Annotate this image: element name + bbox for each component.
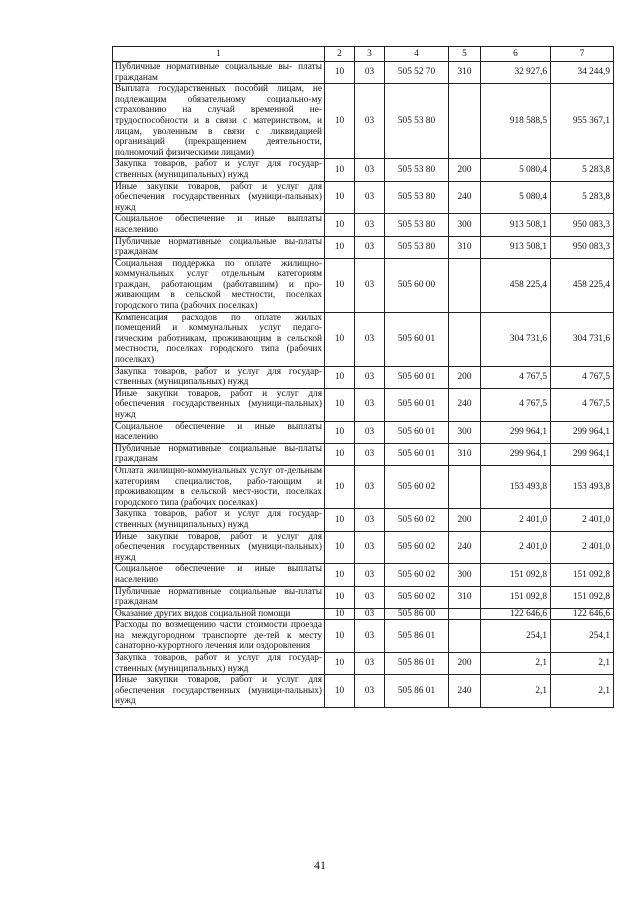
expense-name-cell: Социальное обеспечение и иные выплаты населению xyxy=(113,214,325,236)
target-article-cell: 505 60 02 xyxy=(385,509,449,531)
expense-type-cell xyxy=(449,608,481,620)
expense-type-cell: 300 xyxy=(449,214,481,236)
section-code-cell: 10 xyxy=(325,564,355,586)
section-code-cell: 10 xyxy=(325,214,355,236)
expense-type-cell: 240 xyxy=(449,181,481,214)
header-cell: 7 xyxy=(551,47,614,62)
table-row xyxy=(113,236,614,258)
target-article-cell: 505 60 00 xyxy=(385,258,449,312)
expense-type-cell xyxy=(449,84,481,159)
table-row xyxy=(113,258,614,312)
subsection-code-cell: 03 xyxy=(355,181,385,214)
expense-type-cell xyxy=(449,620,481,653)
expense-name-cell: Закупка товаров, работ и услуг для государ-ственных (муниципальных) нужд xyxy=(113,509,325,531)
amount-year2-cell: 299 964,1 xyxy=(551,443,614,465)
subsection-code-cell: 03 xyxy=(355,312,385,366)
table-row xyxy=(113,675,614,708)
amount-year2-cell: 458 225,4 xyxy=(551,258,614,312)
section-code-cell: 10 xyxy=(325,443,355,465)
amount-year2-cell: 151 092,8 xyxy=(551,564,614,586)
target-article-cell: 505 53 80 xyxy=(385,236,449,258)
amount-year2-cell: 254,1 xyxy=(551,620,614,653)
amount-year2-cell: 151 092,8 xyxy=(551,586,614,608)
subsection-code-cell: 03 xyxy=(355,465,385,508)
section-code-cell: 10 xyxy=(325,421,355,443)
table-row xyxy=(113,653,614,675)
target-article-cell: 505 86 01 xyxy=(385,675,449,708)
expense-name-cell: Закупка товаров, работ и услуг для государ-ственных (муниципальных) нужд xyxy=(113,159,325,181)
section-code-cell: 10 xyxy=(325,84,355,159)
section-code-cell: 10 xyxy=(325,608,355,620)
table-row xyxy=(113,586,614,608)
amount-year1-cell: 299 964,1 xyxy=(481,443,551,465)
expense-type-cell: 240 xyxy=(449,388,481,421)
expense-type-cell: 310 xyxy=(449,443,481,465)
amount-year1-cell: 151 092,8 xyxy=(481,564,551,586)
target-article-cell: 505 60 02 xyxy=(385,465,449,508)
expense-name-cell: Компенсация расходов по оплате жилых помещений и коммунальных услуг педаго-гическим работникам, проживающим в сельской местности, поселках городского типа (рабочих поселках) xyxy=(113,312,325,366)
section-code-cell: 10 xyxy=(325,159,355,181)
expense-type-cell xyxy=(449,465,481,508)
expense-type-cell xyxy=(449,258,481,312)
amount-year1-cell: 299 964,1 xyxy=(481,421,551,443)
expense-type-cell: 200 xyxy=(449,366,481,388)
amount-year2-cell: 299 964,1 xyxy=(551,421,614,443)
amount-year2-cell: 955 367,1 xyxy=(551,84,614,159)
expense-name-cell: Социальное обеспечение и иные выплаты населению xyxy=(113,421,325,443)
table-row xyxy=(113,388,614,421)
expense-type-cell: 310 xyxy=(449,236,481,258)
amount-year2-cell: 2 401,0 xyxy=(551,509,614,531)
subsection-code-cell: 03 xyxy=(355,214,385,236)
subsection-code-cell: 03 xyxy=(355,84,385,159)
amount-year1-cell: 122 646,6 xyxy=(481,608,551,620)
expense-type-cell: 300 xyxy=(449,421,481,443)
section-code-cell: 10 xyxy=(325,388,355,421)
expense-type-cell: 200 xyxy=(449,159,481,181)
table-row xyxy=(113,531,614,564)
target-article-cell: 505 53 80 xyxy=(385,84,449,159)
amount-year1-cell: 5 080,4 xyxy=(481,159,551,181)
amount-year2-cell: 4 767,5 xyxy=(551,388,614,421)
expense-name-cell: Иные закупки товаров, работ и услуг для обеспечения государственных (муници-пальных) нужд xyxy=(113,531,325,564)
table-row xyxy=(113,159,614,181)
target-article-cell: 505 86 00 xyxy=(385,608,449,620)
subsection-code-cell: 03 xyxy=(355,675,385,708)
expense-type-cell: 310 xyxy=(449,586,481,608)
table-row xyxy=(113,312,614,366)
amount-year1-cell: 913 508,1 xyxy=(481,236,551,258)
target-article-cell: 505 60 02 xyxy=(385,586,449,608)
expense-type-cell: 240 xyxy=(449,531,481,564)
expense-type-cell xyxy=(449,312,481,366)
target-article-cell: 505 60 02 xyxy=(385,564,449,586)
section-code-cell: 10 xyxy=(325,509,355,531)
amount-year1-cell: 151 092,8 xyxy=(481,586,551,608)
section-code-cell: 10 xyxy=(325,366,355,388)
amount-year2-cell: 950 083,3 xyxy=(551,236,614,258)
expense-type-cell: 200 xyxy=(449,653,481,675)
target-article-cell: 505 60 01 xyxy=(385,388,449,421)
target-article-cell: 505 60 02 xyxy=(385,531,449,564)
amount-year2-cell: 5 283,8 xyxy=(551,181,614,214)
expense-name-cell: Социальное обеспечение и иные выплаты населению xyxy=(113,564,325,586)
target-article-cell: 505 60 01 xyxy=(385,366,449,388)
amount-year1-cell: 2,1 xyxy=(481,675,551,708)
amount-year1-cell: 918 588,5 xyxy=(481,84,551,159)
section-code-cell: 10 xyxy=(325,620,355,653)
subsection-code-cell: 03 xyxy=(355,443,385,465)
amount-year2-cell: 2,1 xyxy=(551,653,614,675)
table-row xyxy=(113,214,614,236)
amount-year1-cell: 153 493,8 xyxy=(481,465,551,508)
table-row xyxy=(113,421,614,443)
section-code-cell: 10 xyxy=(325,236,355,258)
expense-name-cell: Оказание других видов социальной помощи xyxy=(113,608,325,620)
table-row xyxy=(113,608,614,620)
expense-name-cell: Публичные нормативные социальные вы-платы гражданам xyxy=(113,443,325,465)
expense-name-cell: Иные закупки товаров, работ и услуг для обеспечения государственных (муници-пальных) нужд xyxy=(113,181,325,214)
amount-year2-cell: 122 646,6 xyxy=(551,608,614,620)
expense-type-cell: 310 xyxy=(449,62,481,84)
column-number-header-row xyxy=(113,47,614,62)
subsection-code-cell: 03 xyxy=(355,236,385,258)
expense-name-cell: Выплата государственных пособий лицам, не подлежащим обязательному социально-му страхованию на случай временной не-трудоспособности и в связи с материнством, и лицам, уволенным в связи с ликвидацией организаций (прекращением деятельности, полномочий физическими лицами) xyxy=(113,84,325,159)
target-article-cell: 505 86 01 xyxy=(385,620,449,653)
section-code-cell: 10 xyxy=(325,62,355,84)
target-article-cell: 505 60 01 xyxy=(385,312,449,366)
table-row xyxy=(113,564,614,586)
section-code-cell: 10 xyxy=(325,465,355,508)
subsection-code-cell: 03 xyxy=(355,62,385,84)
expense-type-cell: 240 xyxy=(449,675,481,708)
amount-year2-cell: 34 244,9 xyxy=(551,62,614,84)
amount-year1-cell: 304 731,6 xyxy=(481,312,551,366)
budget-table-sheet xyxy=(112,46,613,708)
expense-name-cell: Публичные нормативные социальные вы-платы гражданам xyxy=(113,586,325,608)
subsection-code-cell: 03 xyxy=(355,388,385,421)
amount-year2-cell: 950 083,3 xyxy=(551,214,614,236)
section-code-cell: 10 xyxy=(325,586,355,608)
header-cell: 3 xyxy=(355,47,385,62)
amount-year2-cell: 2 401,0 xyxy=(551,531,614,564)
section-code-cell: 10 xyxy=(325,181,355,214)
expense-name-cell: Оплата жилищно-коммунальных услуг от-дельным категориям специалистов, рабо-тающим и проживающим в сельской мест-ности, поселках городского типа (рабочих поселках) xyxy=(113,465,325,508)
amount-year1-cell: 913 508,1 xyxy=(481,214,551,236)
subsection-code-cell: 03 xyxy=(355,653,385,675)
header-cell: 1 xyxy=(113,47,325,62)
amount-year1-cell: 4 767,5 xyxy=(481,366,551,388)
subsection-code-cell: 03 xyxy=(355,620,385,653)
expense-name-cell: Иные закупки товаров, работ и услуг для обеспечения государственных (муници-пальных) нужд xyxy=(113,388,325,421)
budget-table xyxy=(112,46,614,708)
table-row xyxy=(113,465,614,508)
table-row xyxy=(113,443,614,465)
header-cell: 6 xyxy=(481,47,551,62)
header-cell: 4 xyxy=(385,47,449,62)
section-code-cell: 10 xyxy=(325,258,355,312)
header-cell: 5 xyxy=(449,47,481,62)
amount-year1-cell: 2 401,0 xyxy=(481,509,551,531)
amount-year2-cell: 304 731,6 xyxy=(551,312,614,366)
expense-name-cell: Закупка товаров, работ и услуг для государ-ственных (муниципальных) нужд xyxy=(113,653,325,675)
expense-name-cell: Закупка товаров, работ и услуг для государ-ственных (муниципальных) нужд xyxy=(113,366,325,388)
table-row xyxy=(113,509,614,531)
subsection-code-cell: 03 xyxy=(355,531,385,564)
amount-year2-cell: 153 493,8 xyxy=(551,465,614,508)
amount-year1-cell: 2,1 xyxy=(481,653,551,675)
amount-year1-cell: 458 225,4 xyxy=(481,258,551,312)
target-article-cell: 505 60 01 xyxy=(385,421,449,443)
expense-type-cell: 300 xyxy=(449,564,481,586)
table-row xyxy=(113,62,614,84)
expense-name-cell: Публичные нормативные социальные вы- платы гражданам xyxy=(113,62,325,84)
table-row xyxy=(113,181,614,214)
amount-year2-cell: 5 283,8 xyxy=(551,159,614,181)
target-article-cell: 505 53 80 xyxy=(385,159,449,181)
target-article-cell: 505 53 80 xyxy=(385,214,449,236)
subsection-code-cell: 03 xyxy=(355,421,385,443)
subsection-code-cell: 03 xyxy=(355,366,385,388)
section-code-cell: 10 xyxy=(325,653,355,675)
table-row xyxy=(113,620,614,653)
section-code-cell: 10 xyxy=(325,675,355,708)
table-body xyxy=(113,62,614,708)
amount-year1-cell: 4 767,5 xyxy=(481,388,551,421)
expense-name-cell: Расходы по возмещению части стоимости проезда на междугородном транспорте де-тей к месту санаторно-курортного лечения или оздоровления xyxy=(113,620,325,653)
amount-year2-cell: 2,1 xyxy=(551,675,614,708)
amount-year1-cell: 5 080,4 xyxy=(481,181,551,214)
table-row xyxy=(113,366,614,388)
subsection-code-cell: 03 xyxy=(355,586,385,608)
amount-year1-cell: 2 401,0 xyxy=(481,531,551,564)
target-article-cell: 505 60 01 xyxy=(385,443,449,465)
expense-name-cell: Иные закупки товаров, работ и услуг для обеспечения государственных (муници-пальных) нужд xyxy=(113,675,325,708)
section-code-cell: 10 xyxy=(325,531,355,564)
page-number: 41 xyxy=(314,858,326,872)
subsection-code-cell: 03 xyxy=(355,258,385,312)
expense-name-cell: Публичные нормативные социальные вы-платы гражданам xyxy=(113,236,325,258)
amount-year1-cell: 254,1 xyxy=(481,620,551,653)
target-article-cell: 505 52 70 xyxy=(385,62,449,84)
expense-type-cell: 200 xyxy=(449,509,481,531)
amount-year2-cell: 4 767,5 xyxy=(551,366,614,388)
target-article-cell: 505 86 01 xyxy=(385,653,449,675)
target-article-cell: 505 53 80 xyxy=(385,181,449,214)
table-row xyxy=(113,84,614,159)
subsection-code-cell: 03 xyxy=(355,564,385,586)
subsection-code-cell: 03 xyxy=(355,159,385,181)
subsection-code-cell: 03 xyxy=(355,509,385,531)
subsection-code-cell: 03 xyxy=(355,608,385,620)
section-code-cell: 10 xyxy=(325,312,355,366)
expense-name-cell: Социальная поддержка по оплате жилищно-коммунальных услуг отдельным категориям граждан, работающим (работавшим) и про-живающим в сельской местности, поселках городского типа (рабочих поселках) xyxy=(113,258,325,312)
header-cell: 2 xyxy=(325,47,355,62)
amount-year1-cell: 32 927,6 xyxy=(481,62,551,84)
